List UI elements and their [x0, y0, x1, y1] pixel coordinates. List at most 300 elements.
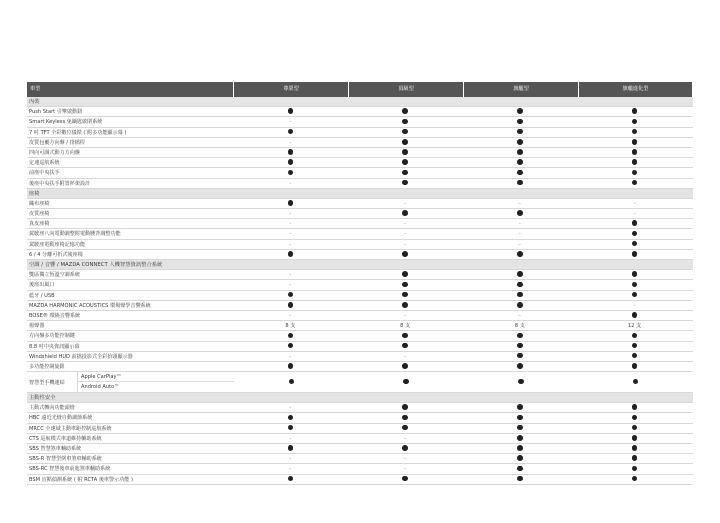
feature-cell	[348, 179, 463, 188]
header-col-3: 旗艦型	[464, 82, 578, 97]
dash-text: -	[289, 466, 292, 473]
standard-dot-icon	[288, 108, 294, 114]
not-available-cell	[233, 179, 348, 188]
dash-text: -	[289, 405, 292, 412]
dash-text: -	[289, 119, 292, 126]
feature-cell	[349, 372, 464, 392]
feature-cell	[463, 301, 578, 310]
feature-cell	[233, 168, 348, 177]
standard-dot-icon	[288, 476, 294, 482]
dash-text: -	[633, 200, 636, 207]
feature-cell	[577, 229, 692, 238]
section-header: 主動性安全	[27, 393, 693, 403]
table-row	[27, 158, 693, 168]
feature-cell	[577, 424, 692, 433]
section-header: 內裝	[27, 97, 693, 107]
not-available-cell	[233, 117, 348, 126]
header-label: 車型	[27, 82, 233, 97]
feature-cell	[463, 107, 578, 116]
standard-dot-icon	[288, 200, 294, 206]
row-label: 多功能控制旋鈕	[29, 363, 65, 370]
row-label: SBS-RC 智慧後車前進煞車輔助系統	[29, 466, 111, 473]
table-row	[27, 342, 693, 352]
standard-dot-icon	[517, 149, 523, 155]
feature-cell	[233, 342, 348, 351]
feature-cell	[463, 138, 578, 147]
dash-text: -	[518, 221, 521, 228]
dash-text: -	[518, 241, 521, 248]
feature-cell	[577, 454, 692, 463]
table-row	[27, 199, 693, 209]
standard-dot-icon	[632, 292, 638, 298]
standard-dot-icon	[517, 271, 523, 277]
standard-dot-icon	[402, 425, 408, 431]
dash-text: -	[289, 272, 292, 279]
row-label: SBS-R 智慧型倒車煞車輔助系統	[29, 456, 102, 463]
not-available-cell	[233, 352, 348, 361]
table-row	[27, 107, 693, 117]
dash-text: -	[289, 241, 292, 248]
value-text: 8 支	[514, 323, 525, 330]
feature-cell	[463, 158, 578, 167]
not-available-cell	[463, 240, 578, 249]
standard-dot-icon	[517, 466, 523, 472]
feature-cell	[577, 444, 692, 453]
standard-dot-icon	[632, 455, 638, 461]
feature-cell	[463, 280, 578, 289]
feature-cell	[463, 331, 578, 340]
feature-cell	[577, 240, 692, 249]
feature-cell	[348, 424, 463, 433]
standard-dot-icon	[632, 312, 638, 318]
feature-cell	[577, 117, 692, 126]
feature-cell	[463, 352, 578, 361]
table-row	[27, 352, 693, 362]
standard-dot-icon	[402, 129, 408, 135]
standard-dot-icon	[288, 333, 294, 339]
row-label: 揚聲器	[29, 323, 45, 330]
standard-dot-icon	[632, 170, 638, 176]
feature-cell	[577, 128, 692, 137]
standard-dot-icon	[288, 343, 294, 349]
feature-cell	[463, 250, 578, 259]
feature-cell	[463, 464, 578, 473]
standard-dot-icon	[517, 353, 523, 359]
feature-cell	[577, 403, 692, 412]
standard-dot-icon	[632, 282, 638, 288]
table-row	[27, 280, 693, 290]
not-available-cell	[577, 209, 692, 218]
standard-dot-icon	[402, 343, 408, 349]
feature-cell	[348, 413, 463, 422]
feature-cell	[577, 434, 692, 443]
feature-cell	[577, 413, 692, 422]
row-label: 皮質座椅	[29, 211, 50, 218]
standard-dot-icon	[632, 353, 638, 359]
row-label: 藍牙 / USB	[29, 292, 55, 299]
feature-cell	[348, 138, 463, 147]
dash-text: -	[289, 231, 292, 238]
standard-dot-icon	[632, 333, 638, 339]
dash-text: -	[289, 139, 292, 146]
dash-text: -	[289, 180, 292, 187]
row-label: MRCC 全速域主動車距控制巡航系統	[29, 425, 112, 432]
feature-cell	[233, 444, 348, 453]
standard-dot-icon	[632, 415, 638, 421]
feature-cell	[577, 250, 692, 259]
row-label: 6 / 4 分離可折式後座椅	[29, 251, 83, 258]
dash-text: -	[518, 231, 521, 238]
standard-dot-icon	[402, 170, 408, 176]
standard-dot-icon	[288, 415, 294, 421]
not-available-cell	[233, 240, 348, 249]
standard-dot-icon	[517, 129, 523, 135]
header-col-4: 旗艦進化型	[579, 82, 692, 97]
feature-cell	[577, 291, 692, 300]
standard-dot-icon	[518, 379, 524, 385]
row-label: 智慧型手機連結	[29, 379, 65, 386]
standard-dot-icon	[632, 271, 638, 277]
feature-cell	[463, 454, 578, 463]
not-available-cell	[463, 229, 578, 238]
table-row	[27, 434, 693, 444]
value-cell	[233, 321, 348, 330]
feature-cell	[577, 331, 692, 340]
feature-cell	[348, 280, 463, 289]
feature-cell	[463, 403, 578, 412]
standard-dot-icon	[632, 435, 638, 441]
not-available-cell	[348, 434, 463, 443]
sub-labels	[77, 372, 234, 392]
feature-cell	[463, 444, 578, 453]
standard-dot-icon	[632, 445, 638, 451]
standard-dot-icon	[402, 149, 408, 155]
feature-cell	[577, 179, 692, 188]
feature-cell	[348, 148, 463, 157]
dash-text: -	[289, 312, 292, 319]
not-available-cell	[233, 209, 348, 218]
table-row	[27, 321, 693, 331]
not-available-cell	[463, 199, 578, 208]
table-row	[27, 362, 693, 372]
row-label: 駕駛座電動座椅記憶功能	[29, 241, 86, 248]
row-label: 皮質包覆方向盤 / 排檔桿	[29, 139, 85, 146]
dash-text: -	[404, 200, 407, 207]
feature-cell	[463, 128, 578, 137]
row-label: 織布座椅	[29, 200, 50, 207]
standard-dot-icon	[632, 476, 638, 482]
standard-dot-icon	[289, 379, 295, 385]
standard-dot-icon	[288, 445, 294, 451]
not-available-cell	[348, 454, 463, 463]
feature-cell	[463, 117, 578, 126]
standard-dot-icon	[288, 363, 294, 369]
value-text: 12 支	[628, 323, 642, 330]
feature-cell	[348, 444, 463, 453]
not-available-cell	[233, 270, 348, 279]
feature-cell	[463, 168, 578, 177]
table-row	[27, 291, 693, 301]
standard-dot-icon	[402, 476, 408, 482]
standard-dot-icon	[402, 445, 408, 451]
not-available-cell	[348, 240, 463, 249]
standard-dot-icon	[632, 231, 638, 237]
row-label: MAZDA HARMONIC ACOUSTICS 環場聲學音響系統	[29, 302, 151, 309]
not-available-cell	[577, 301, 692, 310]
not-available-cell	[348, 199, 463, 208]
not-available-cell	[233, 280, 348, 289]
feature-cell	[463, 148, 578, 157]
row-label: BSM 盲點偵測系統 ( 附 RCTA 後車警示功能 )	[29, 476, 133, 483]
not-available-cell	[463, 219, 578, 228]
feature-cell	[577, 475, 692, 484]
dash-text: -	[633, 211, 636, 218]
standard-dot-icon	[288, 425, 294, 431]
table-row	[27, 240, 693, 250]
feature-cell	[348, 117, 463, 126]
row-label: 後座出風口	[29, 282, 55, 289]
feature-cell	[463, 475, 578, 484]
table-row	[27, 117, 693, 127]
feature-cell	[233, 424, 348, 433]
standard-dot-icon	[402, 404, 408, 410]
feature-cell	[233, 250, 348, 259]
standard-dot-icon	[517, 119, 523, 125]
row-label: Push Start 引擎啟動鈕	[29, 109, 83, 116]
standard-dot-icon	[517, 445, 523, 451]
dash-text: -	[289, 456, 292, 463]
standard-dot-icon	[632, 425, 638, 431]
standard-dot-icon	[402, 210, 408, 216]
feature-cell	[577, 270, 692, 279]
feature-cell	[577, 138, 692, 147]
standard-dot-icon	[517, 435, 523, 441]
standard-dot-icon	[288, 129, 294, 135]
table-row	[27, 454, 693, 464]
standard-dot-icon	[288, 149, 294, 155]
section-header: 空調 / 音響 / MAZDA CONNECT 人機智慧資訊整合系統	[27, 260, 693, 270]
section-header: 座椅	[27, 189, 693, 199]
feature-cell	[233, 301, 348, 310]
standard-dot-icon	[632, 159, 638, 165]
table-row	[27, 270, 693, 280]
standard-dot-icon	[288, 159, 294, 165]
standard-dot-icon	[288, 170, 294, 176]
dash-text: -	[633, 302, 636, 309]
standard-dot-icon	[517, 343, 523, 349]
dash-text: -	[289, 435, 292, 442]
feature-cell	[463, 424, 578, 433]
standard-dot-icon	[517, 108, 523, 114]
dash-text: -	[289, 282, 292, 289]
table-row	[27, 148, 693, 158]
feature-cell	[577, 362, 692, 371]
value-text: 8 支	[285, 323, 296, 330]
not-available-cell	[577, 199, 692, 208]
table-row	[27, 464, 693, 474]
not-available-cell	[463, 311, 578, 320]
feature-cell	[577, 107, 692, 116]
value-text: 8 支	[400, 323, 411, 330]
not-available-cell	[233, 454, 348, 463]
standard-dot-icon	[632, 466, 638, 472]
row-label: Smart Keyless 免鑰匙啟閉系統	[29, 119, 103, 126]
standard-dot-icon	[517, 292, 523, 298]
feature-cell	[348, 301, 463, 310]
table-row	[27, 138, 693, 148]
header-col-2: 頂級型	[349, 82, 463, 97]
table-row	[27, 424, 693, 434]
feature-cell	[348, 270, 463, 279]
standard-dot-icon	[632, 363, 638, 369]
feature-cell	[463, 179, 578, 188]
standard-dot-icon	[402, 271, 408, 277]
dash-text: -	[518, 312, 521, 319]
spec-table	[27, 82, 693, 485]
standard-dot-icon	[402, 363, 408, 369]
table-row	[27, 311, 693, 321]
feature-cell	[463, 413, 578, 422]
standard-dot-icon	[632, 220, 638, 226]
row-label: 四向可調式動力方向盤	[29, 149, 80, 156]
feature-cell	[348, 128, 463, 137]
table-row	[27, 219, 693, 229]
standard-dot-icon	[402, 159, 408, 165]
feature-cell	[348, 250, 463, 259]
dash-text: -	[404, 231, 407, 238]
standard-dot-icon	[632, 139, 638, 145]
standard-dot-icon	[402, 180, 408, 186]
table-row	[27, 229, 693, 239]
feature-cell	[348, 291, 463, 300]
standard-dot-icon	[517, 170, 523, 176]
feature-cell	[464, 372, 579, 392]
table-row	[27, 413, 693, 423]
feature-cell	[348, 362, 463, 371]
feature-cell	[577, 311, 692, 320]
standard-dot-icon	[288, 292, 294, 298]
standard-dot-icon	[517, 180, 523, 186]
feature-cell	[463, 291, 578, 300]
feature-cell	[348, 168, 463, 177]
feature-cell	[348, 403, 463, 412]
feature-cell	[348, 342, 463, 351]
header-col-1: 尊榮型	[234, 82, 348, 97]
table-row	[27, 301, 693, 311]
table-row	[27, 168, 693, 178]
table-body	[27, 97, 693, 485]
not-available-cell	[233, 311, 348, 320]
standard-dot-icon	[632, 119, 638, 125]
dash-text: -	[404, 312, 407, 319]
feature-cell	[577, 352, 692, 361]
standard-dot-icon	[517, 251, 523, 257]
row-label: 前座中央扶手	[29, 170, 60, 177]
standard-dot-icon	[632, 108, 638, 114]
feature-cell	[577, 464, 692, 473]
not-available-cell	[348, 219, 463, 228]
sub-label: Apple CarPlay™	[78, 372, 234, 382]
standard-dot-icon	[632, 180, 638, 186]
feature-cell	[233, 128, 348, 137]
standard-dot-icon	[402, 251, 408, 257]
table-row	[27, 475, 693, 485]
standard-dot-icon	[517, 139, 523, 145]
standard-dot-icon	[402, 333, 408, 339]
row-label: 7 吋 TFT 全彩數位儀錶 ( 附多功能顯示幕 )	[29, 129, 127, 136]
dash-text: -	[404, 353, 407, 360]
row-label: CTS 巡航模式車道維持輔助系統	[29, 435, 102, 442]
standard-dot-icon	[632, 404, 638, 410]
table-row	[27, 179, 693, 189]
value-cell	[348, 321, 463, 330]
row-label: 方向盤多功能控制鍵	[29, 333, 75, 340]
table-row	[27, 331, 693, 341]
standard-dot-icon	[517, 302, 523, 308]
standard-dot-icon	[288, 251, 294, 257]
standard-dot-icon	[632, 129, 638, 135]
row-label: SBS 智慧煞車輔助系統	[29, 446, 82, 452]
table-row	[27, 128, 693, 138]
dash-text: -	[289, 221, 292, 228]
not-available-cell	[233, 229, 348, 238]
feature-cell	[577, 280, 692, 289]
feature-cell	[348, 107, 463, 116]
feature-cell	[233, 413, 348, 422]
not-available-cell	[348, 229, 463, 238]
standard-dot-icon	[403, 379, 409, 385]
row-label: Windshield HUD 前擋投影式全彩抬頭顯示器	[29, 353, 133, 360]
value-cell	[577, 321, 692, 330]
not-available-cell	[348, 311, 463, 320]
standard-dot-icon	[517, 210, 523, 216]
dash-text: -	[289, 211, 292, 218]
standard-dot-icon	[632, 251, 638, 257]
standard-dot-icon	[517, 333, 523, 339]
standard-dot-icon	[517, 476, 523, 482]
table-row	[27, 209, 693, 219]
feature-cell	[577, 219, 692, 228]
standard-dot-icon	[402, 282, 408, 288]
feature-cell	[577, 158, 692, 167]
standard-dot-icon	[632, 343, 638, 349]
not-available-cell	[233, 138, 348, 147]
standard-dot-icon	[517, 159, 523, 165]
feature-cell	[233, 475, 348, 484]
not-available-cell	[348, 352, 463, 361]
table-row	[27, 403, 693, 413]
standard-dot-icon	[517, 415, 523, 421]
standard-dot-icon	[402, 302, 408, 308]
standard-dot-icon	[632, 241, 638, 247]
row-label: 主動式轉向功能頭燈	[29, 405, 75, 412]
standard-dot-icon	[632, 149, 638, 155]
standard-dot-icon	[517, 425, 523, 431]
feature-cell	[463, 362, 578, 371]
feature-cell	[233, 158, 348, 167]
row-label: 駕駛座八向電動調整附電動腰背調整功能	[29, 231, 121, 238]
feature-cell	[233, 199, 348, 208]
feature-cell	[463, 270, 578, 279]
standard-dot-icon	[402, 108, 408, 114]
dash-text: -	[404, 435, 407, 442]
feature-cell	[463, 434, 578, 443]
dash-text: -	[289, 353, 292, 360]
table-row	[27, 444, 693, 454]
feature-cell	[233, 148, 348, 157]
standard-dot-icon	[288, 302, 294, 308]
feature-cell	[233, 362, 348, 371]
